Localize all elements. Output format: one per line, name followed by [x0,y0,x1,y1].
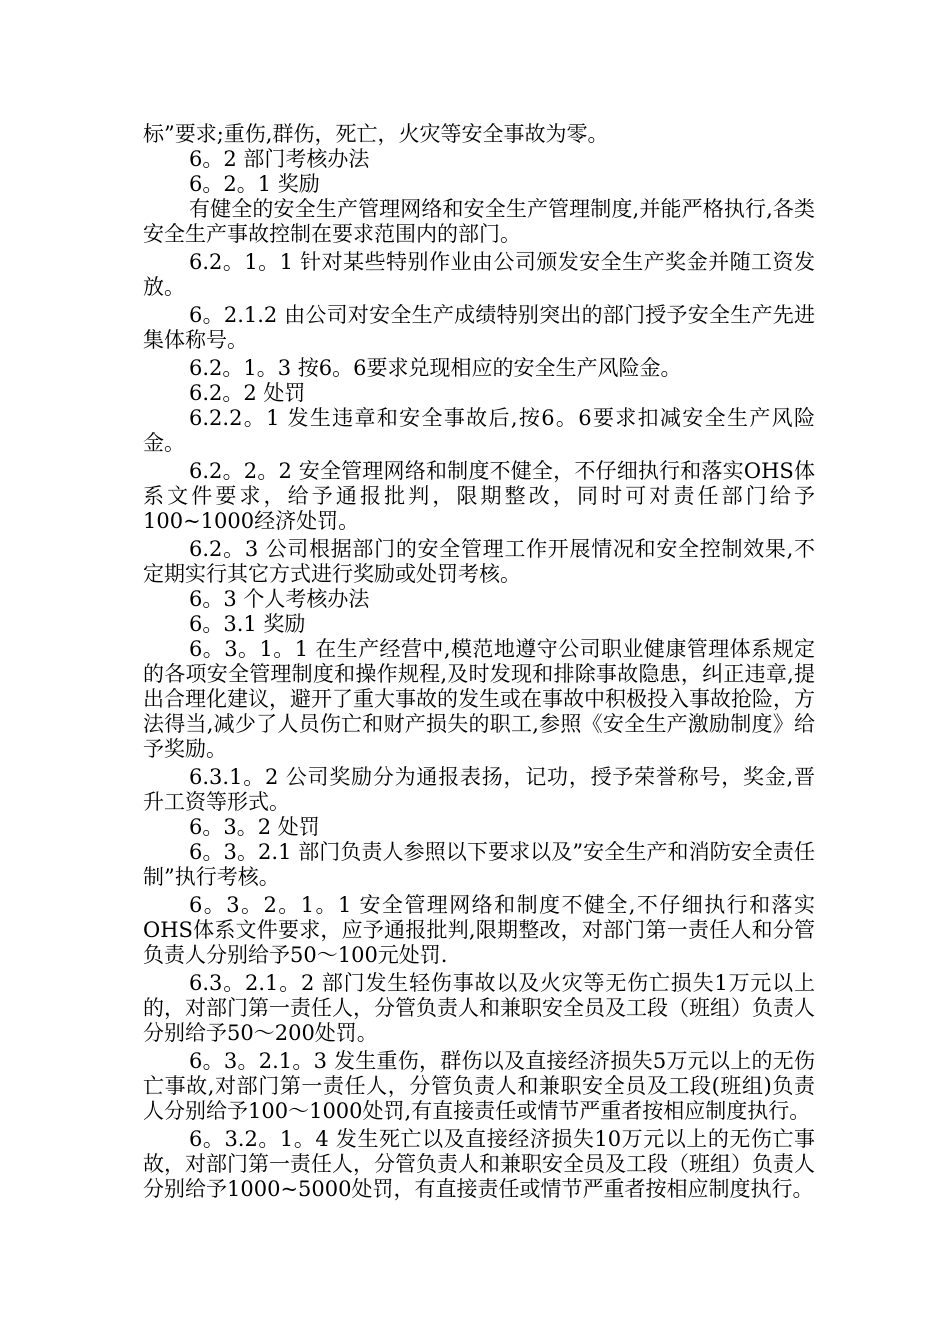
paragraph: 6.2。2。2 安全管理网络和制度不健全，不仔细执行和落实OHS体系文件要求，给予通报批判，限期整改，同时可对责任部门给予100~1000经济处罚。 [143,459,815,533]
paragraph: 6.3.1。2 公司奖励分为通报表扬，记功，授予荣誉称号，奖金,晋升工资等形式。 [143,765,815,814]
paragraph: 6。3。2.1 部门负责人参照以下要求以及”安全生产和消防安全责任制”执行考核。 [143,840,815,889]
heading-6-3-1: 6。3.1 奖励 [189,612,306,636]
paragraph: 6。3.2。1。4 发生死亡以及直接经济损失10万元以上的无伤亡事故，对部门第一责任人，分管负责人和兼职安全员及工段（班组）负责人分别给予1000~5000处罚，有直接责任或情节严重者按相应制度执行。 [143,1127,815,1201]
paragraph: 6.2.2。1 发生违章和安全事故后,按6。6要求扣减安全生产风险金。 [143,406,815,455]
paragraph: 6.2。3 公司根据部门的安全管理工作开展情况和安全控制效果,不定期实行其它方式进行奖励或处罚考核。 [143,537,815,586]
paragraph: 6。3。1。1 在生产经营中,模范地遵守公司职业健康管理体系规定的各项安全管理制度和操作规程,及时发现和排除事故隐患，纠正违章,提出合理化建议，避开了重大事故的发生或在事故中积极投入事故抢险，方法得当,减少了人员伤亡和财产损失的职工,参照《安全生产激励制度》给予奖励。 [143,637,815,761]
paragraph: 6.2。1。3 按6。6要求兑现相应的安全生产风险金。 [189,356,682,380]
document-page [143,122,815,1202]
heading-6-3-2: 6。3。2 处罚 [189,815,320,839]
heading-6-3: 6。3 个人考核办法 [189,587,370,611]
paragraph-continuation: 标”要求;重伤,群伤，死亡，火灾等安全事故为零。 [143,122,609,146]
paragraph: 6。3。2。1。1 安全管理网络和制度不健全,不仔细执行和落实OHS体系文件要求，应予通报批判,限期整改，对部门第一责任人和分管负责人分别给予50～100元处罚. [143,893,815,967]
paragraph: 6。2.1.2 由公司对安全生产成绩特别突出的部门授予安全生产先进集体称号。 [143,303,815,352]
paragraph: 6.3。2.1。2 部门发生轻伤事故以及火灾等无伤亡损失1万元以上的，对部门第一责任人，分管负责人和兼职安全员及工段（班组）负责人分别给予50～200处罚。 [143,971,815,1045]
paragraph: 6。3。2.1。3 发生重伤，群伤以及直接经济损失5万元以上的无伤亡事故,对部门第一责任人，分管负责人和兼职安全员及工段(班组)负责人分别给予100～1000处罚,有直接责任或情节严重者按相应制度执行。 [143,1049,815,1123]
heading-6-2: 6。2 部门考核办法 [189,147,370,171]
heading-6-2-2: 6.2。2 处罚 [189,381,306,405]
heading-6-2-1: 6。2。1 奖励 [189,172,320,196]
paragraph: 6.2。1。1 针对某些特别作业由公司颁发安全生产奖金并随工资发放。 [143,250,815,299]
paragraph: 有健全的安全生产管理网络和安全生产管理制度,并能严格执行,各类安全生产事故控制在要求范围内的部门。 [143,197,815,246]
